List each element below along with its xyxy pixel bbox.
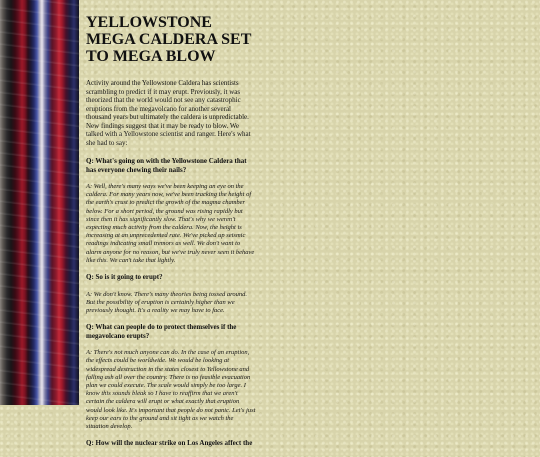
- answer-1: A: Well, there's many ways we've been keeping an eye on the caldera. For many years now, we've been tracking the height of the earth's crust to predict the growth of the magma chamber below. For a short period, the ground was rising rapidly but since then it has significantly slow. That's why we weren't expecting much activity from the caldera. Now, the height is increasing at an unprecedented rate. We've picked up seismic readings indicating small tremors as well. We don't want to alarm anyone for no reason, but we've truly never seen it behave like this. We can't take that lightly.: [86, 183, 255, 264]
- question-2: Q: So is it going to erupt?: [86, 273, 163, 282]
- question-4: Q: How will the nuclear strike on Los Angeles affect the: [86, 439, 253, 448]
- answer-3: A: There's not much anyone can do. In the case of an eruption, the effects could be worldwide. We would be looking at widespread destruction in the states closest to Yellowstone and falling ash all over the country. There is no feasible evacuation plan we could execute. The scale would simply be too large. I know this sounds bleak so I have to reaffirm that we aren't certain the caldera will erupt or what exactly that eruption would look like. It's important that people do not panic. Let's just keep our ears to the ground and sit tight as we watch the situation develop.: [86, 349, 256, 430]
- answer-2: A: We don't know. There's many theories being tossed around. But the possibility of eruption is certainly higher than we previously thought. It's a reality we may have to face.: [86, 290, 247, 314]
- question-1: Q: What's going on with the Yellowstone Caldera that has everyone chewing their nails?: [86, 157, 247, 174]
- decorative-side-banner: [0, 0, 79, 405]
- article: [86, 14, 256, 457]
- article-title: YELLOWSTONE MEGA CALDERA SET TO MEGA BLOW: [86, 14, 252, 65]
- article-intro: Activity around the Yellowstone Caldera has scientists scrambling to predict if it may erupt. Previously, it was theorized that the world would not see any catastrophic eruptions from the megavolcano for another several thousand years but ultimately the caldera is unpredictable. New findings suggest that it may be ready to blow. We talked with a Yellowstone scientist and ranger. Here's what she had to say:: [86, 79, 251, 147]
- question-3: Q: What can people do to protect themselves if the megavolcano erupts?: [86, 323, 237, 340]
